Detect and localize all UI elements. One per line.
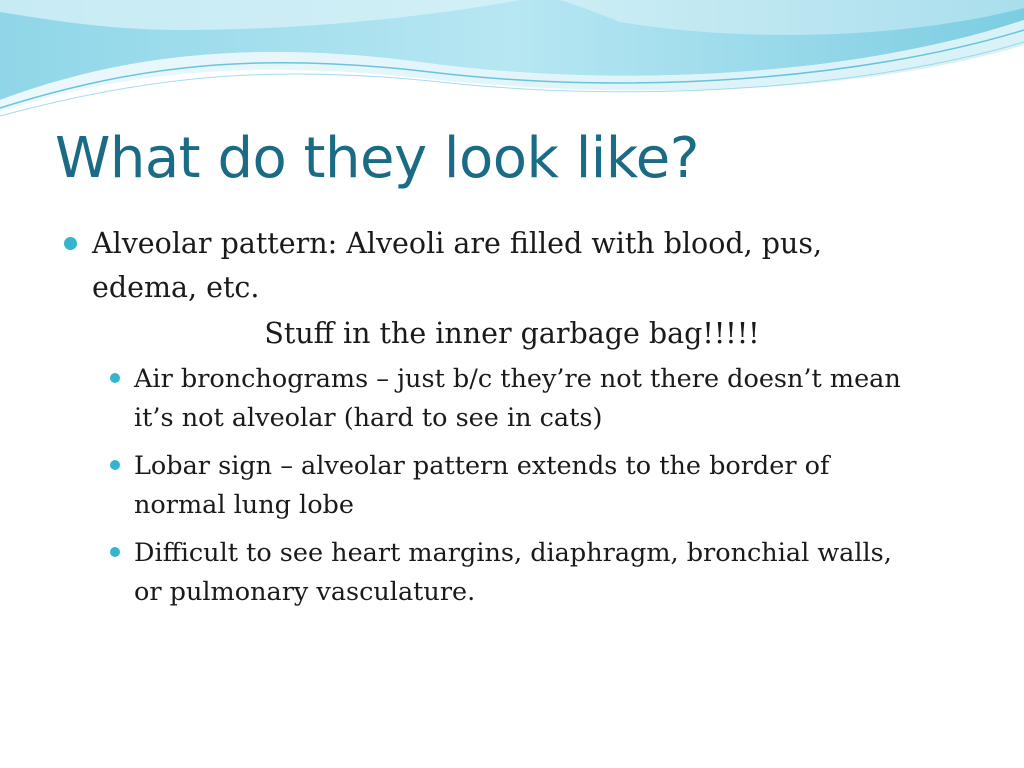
main-bullet [92,222,922,310]
header-wave-decoration [0,0,1024,125]
sub-bullet-text: Lobar sign – alveolar pattern extends to the border of normal lung lobe [134,451,830,520]
sub-bullet-item [134,447,924,525]
bullet-dot-icon [64,237,77,250]
slide-title: What do they look like? [55,126,699,191]
bullet-dot-icon [110,460,120,470]
main-bullet-text: Alveolar pattern: Alveoli are filled with blood, pus, edema, etc. [92,227,823,304]
sub-bullet-item [134,534,924,612]
bullet-dot-icon [110,547,120,557]
sub-bullet-text: Difficult to see heart margins, diaphragm, bronchial walls, or pulmonary vasculature. [134,538,892,607]
sub-bullet-text: Air bronchograms – just b/c they’re not there doesn’t mean it’s not alveolar (hard to see in cats) [134,364,901,433]
sub-bullet-list [0,360,1024,612]
slide-content [0,222,1024,621]
bullet-dot-icon [110,373,120,383]
sub-bullet-item [134,360,924,438]
centered-note: Stuff in the inner garbage bag!!!!! [264,317,760,350]
